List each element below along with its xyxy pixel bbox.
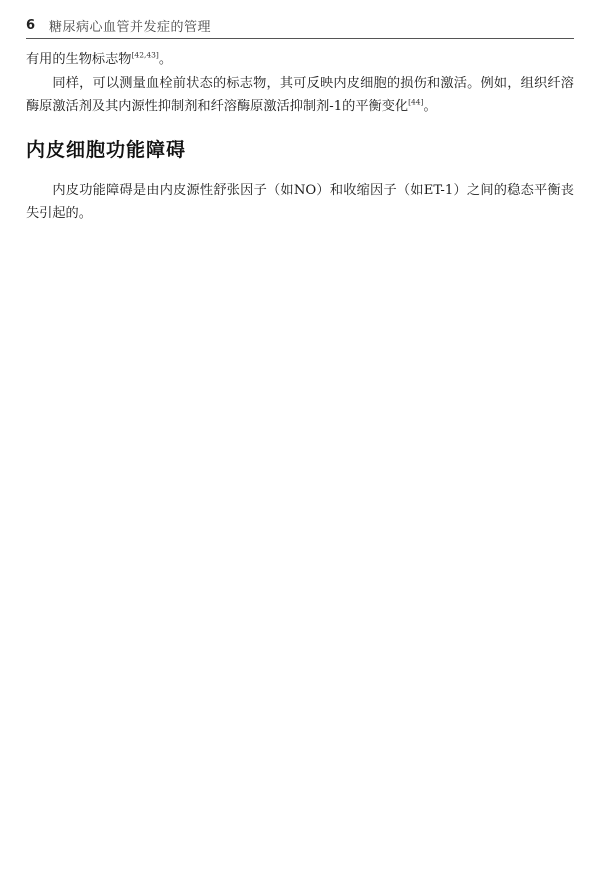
citation: [42,43]	[131, 50, 159, 60]
header-divider	[26, 38, 574, 39]
paragraph-text: 同样，可以测量血栓前状态的标志物，其可反映内皮细胞的损伤和激活。例如，组织纤溶酶原激活剂及其内源性抑制剂和纤溶酶原激活抑制剂-1的平衡变化	[26, 75, 574, 114]
paragraph-thrombosis-markers: 同样，可以测量血栓前状态的标志物，其可反映内皮细胞的损伤和激活。例如，组织纤溶酶原激活剂及其内源性抑制剂和纤溶酶原激活抑制剂-1的平衡变化[44]。	[26, 75, 574, 114]
paragraph-text: 内皮功能障碍是由内皮源性舒张因子（如NO）和收缩因子（如ET-1）之间的稳态平衡丧失引起的。	[26, 182, 574, 221]
paragraph-continuation: 有用的生物标志物[42,43]。	[26, 50, 173, 67]
paragraph-text: 有用的生物标志物	[26, 52, 132, 67]
running-title: 糖尿病心血管并发症的管理	[49, 19, 212, 35]
page-number: 6	[26, 17, 36, 33]
citation: [44]	[408, 97, 424, 107]
running-header	[26, 14, 574, 36]
paragraph-endothelial-dysfunction-intro	[26, 179, 574, 226]
section-heading: 内皮细胞功能障碍	[26, 138, 187, 161]
body-text	[26, 48, 574, 226]
